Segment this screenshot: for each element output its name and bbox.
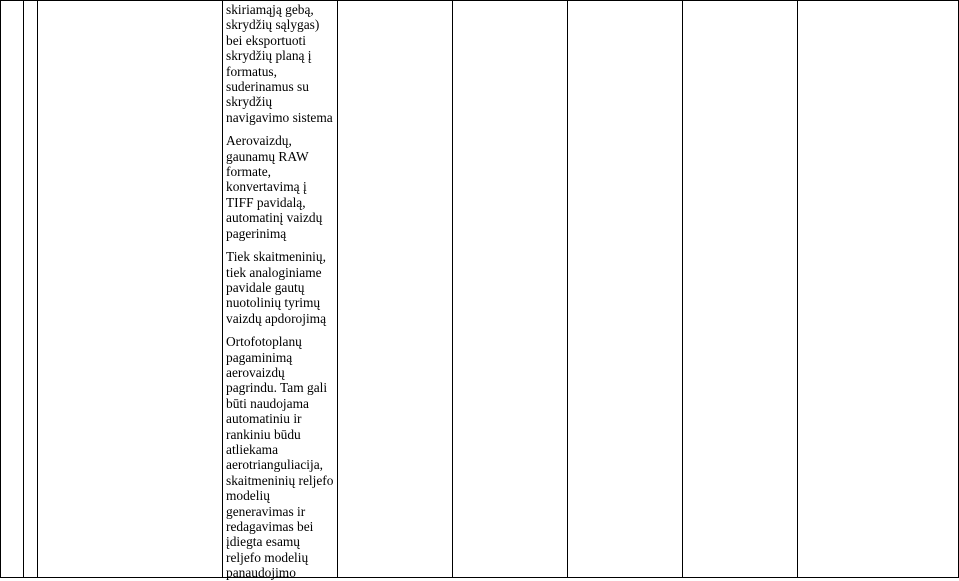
cell-value-2 [453, 0, 567, 577]
cell-value-1 [338, 0, 452, 577]
cell-number [1, 0, 23, 577]
description-paragraph-4: Ortofotoplanų pagaminimą aerovaizdų pagrindu. Tam gali būti naudojama automatiniu ir rankiniu būdu atliekama aerotrianguliacija, skaitmeninių reljefo modelių generavimas ir redagavimas bei įdiegta esamų reljefo modelių panaudojimo [226, 334, 334, 581]
cell-value-3 [568, 0, 682, 577]
description-paragraph-1: skiriamąją gebą, skrydžių sąlygas) bei eksportuoti skrydžių planą į formatus, suderinamus su skrydžių navigavimo sistema [226, 2, 333, 125]
description-paragraph-2: Aerovaizdų, gaunamų RAW formate, konvertavimą į TIFF pavidalą, automatinį vaizdų pagerinimą [226, 133, 323, 241]
cell-value-4 [683, 0, 797, 577]
description-paragraph-3: Tiek skaitmeninių, tiek analoginiame pavidale gautų nuotolinių tyrimų vaizdų apdorojimą [226, 249, 327, 326]
table-border-col-2 [37, 0, 38, 578]
table-border-col-3 [222, 0, 223, 578]
cell-value-5 [798, 0, 958, 577]
cell-description [226, 2, 334, 581]
cell-subnumber [24, 0, 37, 577]
